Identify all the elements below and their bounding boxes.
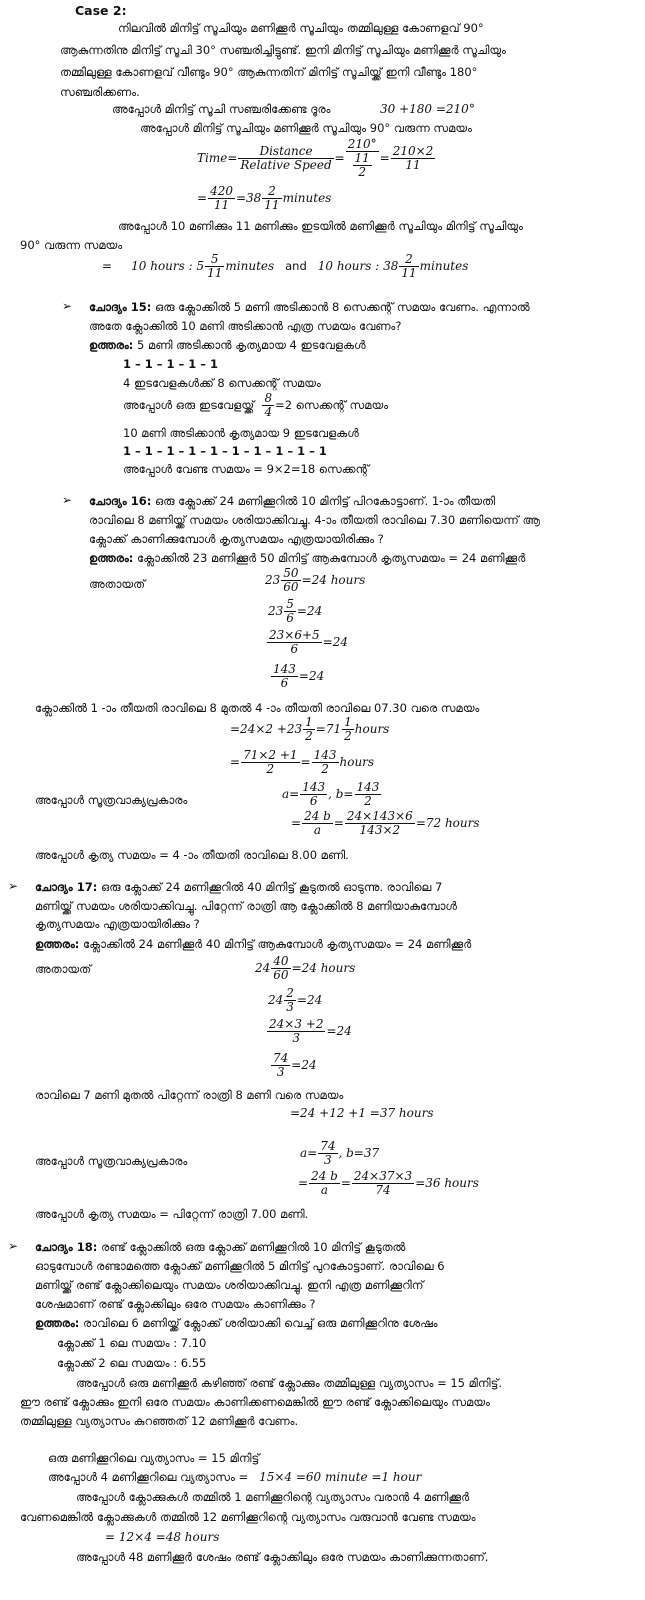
answer-line: ഈ രണ്ട് ക്ലോക്കും ഇനി ഒരേ സമയം കാണിക്കണമെങ്കിൽ ഈ രണ്ട് ക്ലോക്കിലെയും സമയം xyxy=(20,1395,490,1409)
equation: = 12×4 =48 hours xyxy=(105,1530,220,1544)
answer-times: = 10 hours : 5 $\frac{5}{11}$ minutes and 10 hours : 38 $\frac{2}{11}$ minutes xyxy=(102,252,469,280)
question-line: മണിയ്ക്ക് സമയം ശരിയാക്കിവച്ചു. പിറ്റേന്ന് രാത്രി ആ ക്ലോക്കിൽ 8 മണിയാകുമ്പോൾ xyxy=(35,899,457,913)
equation: = $\frac{71\times 2 +1}{2}$ = $\frac{143}{2}$ hours xyxy=(230,748,375,776)
time-result: = $\frac{420}{11}$ =38 $\frac{2}{11}$ minutes xyxy=(197,184,332,212)
answer-line: 10 മണി അടിക്കാൻ കൃത്യമായ 9 ഇടവേളകൾ xyxy=(123,426,359,440)
bullet-arrow-icon: ➢ xyxy=(62,299,73,313)
answer-line: 1 – 1 – 1 – 1 – 1 xyxy=(123,357,219,371)
question-line: അതേ ക്ലോക്കിൽ 10 മണി അടിക്കാൻ എത്ര സമയം വേണം? xyxy=(89,319,402,333)
bullet-arrow-icon: ➢ xyxy=(62,493,73,507)
equation: = $\frac{24 b}{a}$ = $\frac{24\times 143\times 6}{143\times 2}$ =72 hours xyxy=(291,809,480,837)
answer-line: അപ്പോൾ കൃത്യ സമയം = പിറ്റേന്ന് രാത്രി 7.00 മണി. xyxy=(35,1207,309,1221)
answer-line: ഉത്തരം: രാവിലെ 6 മണിയ്ക്ക് ക്ലോക്ക് ശരിയാക്കി വെച്ച് ഒരു മണിക്കൂറിനു ശേഷം xyxy=(35,1316,438,1330)
equation: a= $\frac{143}{6}$ , b= $\frac{143}{2}$ xyxy=(282,780,380,808)
paragraph-line: സഞ്ചരിക്കണം. xyxy=(60,85,140,99)
answer-line: തമ്മിലുള്ള വ്യത്യാസം കുറഞ്ഞത് 12 മണിക്കൂർ വേണം. xyxy=(20,1414,299,1428)
answer-line: ക്ലോക്ക് 1 ലെ സമയം : 7.10 xyxy=(57,1336,207,1350)
answer-line: 4 ഇടവേളകൾക്ക് 8 സെക്കന്റ് സമയം xyxy=(123,376,321,390)
equation: 23 $\frac{50}{60}$ =24 hours xyxy=(265,566,366,594)
question-line: ചോദ്യം 18: രണ്ട് ക്ലോക്കിൽ ഒരു ക്ലോക്ക് മണിക്കൂറിൽ 10 മിനിട്ട് കൂടുതൽ xyxy=(35,1240,406,1254)
equation: $\frac{74}{3}$ =24 xyxy=(273,1051,317,1079)
question-line: ഓടുമ്പോൾ രണ്ടാമത്തെ ക്ലോക്ക് മണിക്കൂറിൽ 5 മിനിട്ട് പുറകോട്ടാണ്. രാവിലെ 6 xyxy=(35,1259,445,1273)
answer-line: ക്ലോക്ക് 2 ലെ സമയം : 6.55 xyxy=(57,1356,207,1370)
answer-line: അപ്പോൾ സൂത്രവാക്യപ്രകാരം xyxy=(35,793,188,807)
paragraph-line: ആകുന്നതിനു മിനിട്ട് സൂചി 30° സഞ്ചരിച്ചിട്ടുണ്ട്. ഇനി മിനിട്ട് സൂചിയും മണിക്കൂർ സൂചിയും xyxy=(60,43,506,57)
time-formula: Time= $\frac{\text{Distance}}{\text{Relative Speed}}$ = $\frac{210^\circ}{\frac{11}{2}}$ = $\frac{210\times 2}{11}$ xyxy=(197,137,434,179)
answer-line: അപ്പോൾ 4 മണിക്കൂറിലെ വ്യത്യാസം = 15×4 =60 minute =1 hour xyxy=(48,1470,422,1484)
answer-line: അപ്പോൾ സൂത്രവാക്യപ്രകാരം xyxy=(35,1154,188,1168)
case-title: Case 2: xyxy=(75,3,127,18)
question-line: ക്ലോക്ക് കാണിക്കുമ്പോൾ കൃത്യസമയം എത്രയായിരിക്കും ? xyxy=(89,532,384,546)
question-line: ശേഷമാണ് രണ്ട് ക്ലോക്കിലും ഒരേ സമയം കാണിക്കും ? xyxy=(35,1297,316,1311)
bullet-arrow-icon: ➢ xyxy=(8,879,19,893)
answer-line: രാവിലെ 7 മണി മുതൽ പിറ്റേന്ന് രാത്രി 8 മണി വരെ സമയം xyxy=(35,1088,344,1102)
answer-line: അപ്പോൾ 48 മണിക്കൂർ ശേഷം രണ്ട് ക്ലോക്കിലും ഒരേ സമയം കാണിക്കുന്നതാണ്. xyxy=(76,1550,489,1564)
equation: =24 +12 +1 =37 hours xyxy=(290,1106,434,1120)
equation: $\frac{23\times 6+5}{6}$ =24 xyxy=(269,628,348,656)
answer-line: അപ്പോൾ വേണ്ട സമയം = 9×2=18 സെക്കന്റ് xyxy=(123,462,369,476)
answer-line: 1 – 1 – 1 – 1 – 1 – 1 – 1 – 1 – 1 – 1 xyxy=(123,444,327,458)
equation: =24×2 +23 $\frac{1}{2}$ =71 $\frac{1}{2}$ hours xyxy=(230,715,390,743)
paragraph-line: നിലവിൽ മിനിട്ട് സൂചിയും മണിക്കൂർ സൂചിയും തമ്മിലുള്ള കോണളവ് 90° xyxy=(118,21,484,35)
distance-label: അപ്പോൾ മിനിട്ട് സൂചി സഞ്ചരിക്കേണ്ട ദൂരം xyxy=(112,102,331,116)
answer-line: അപ്പോൾ ക്ലോക്കുകൾ തമ്മിൽ 1 മണിക്കൂറിന്റെ വ്യത്യാസം വരാൻ 4 മണിക്കൂർ xyxy=(76,1490,470,1504)
answer-line: അപ്പോൾ ഒരു മണിക്കൂർ കഴിഞ്ഞ് രണ്ട് ക്ലോക്കും തമ്മിലുള്ള വ്യത്യാസം = 15 മിനിട്ട്. xyxy=(76,1376,503,1390)
distance-value: 30 +180 =210° xyxy=(380,102,475,116)
paragraph-line: അപ്പോൾ 10 മണിക്കും 11 മണിക്കും ഇടയിൽ മണിക്കൂർ സൂചിയും മിനിട്ട് സൂചിയും xyxy=(118,219,523,233)
time-label: അപ്പോൾ മിനിട്ട് സൂചിയും മണിക്കൂർ സൂചിയും 90° വരുന്ന സമയം xyxy=(140,121,472,135)
answer-line: ഉത്തരം: 5 മണി അടിക്കാൻ കൃത്യമായ 4 ഇടവേളകൾ xyxy=(89,338,366,352)
question-line: രാവിലെ 8 മണിയ്ക്ക് സമയം ശരിയാക്കിവച്ചു. 4-ാം തീയതി രാവിലെ 7.30 മണിയെന്ന് ആ xyxy=(89,513,540,527)
answer-line: ക്ലോക്കിൽ 1 -ാം തീയതി രാവിലെ 8 മുതൽ 4 -ാം തീയതി രാവിലെ 07.30 വരെ സമയം xyxy=(35,701,480,715)
answer-line: അതായത് xyxy=(89,577,146,591)
answer-line: ഒരു മണിക്കൂറിലെ വ്യത്യാസം = 15 മിനിട്ട് xyxy=(48,1451,260,1465)
answer-line: അതായത് xyxy=(35,962,92,976)
equation: 24 $\frac{40}{60}$ =24 hours xyxy=(255,954,356,982)
question-line: കൃത്യസമയം എത്രയായിരിക്കും ? xyxy=(35,917,200,931)
equation: = $\frac{24 b}{a}$ = $\frac{24\times 37\times 3}{74}$ =36 hours xyxy=(298,1169,479,1197)
equation: $\frac{24\times 3 +2}{3}$ =24 xyxy=(269,1017,352,1045)
answer-line: ഉത്തരം: ക്ലോക്കിൽ 23 മണിക്കൂർ 50 മിനിട്ട് ആകുമ്പോൾ കൃത്യസമയം = 24 മണിക്കൂർ xyxy=(89,551,526,565)
equation: $\frac{143}{6}$ =24 xyxy=(273,662,325,690)
bullet-arrow-icon: ➢ xyxy=(8,1239,19,1253)
question-line: മണിയ്ക്ക് രണ്ട് ക്ലോക്കിലെയും സമയം ശരിയാക്കിവച്ചു. ഇനി എത്ര മണിക്കൂറിന് xyxy=(35,1278,424,1292)
question-line: ചോദ്യം 17: ഒരു ക്ലോക്ക് 24 മണിക്കൂറിൽ 40 മിനിട്ട് കൂടുതൽ ഓടുന്നു. രാവിലെ 7 xyxy=(35,880,443,894)
paragraph-line: 90° വരുന്ന സമയം xyxy=(20,238,123,252)
question-line: ചോദ്യം 15: ഒരു ക്ലോക്കിൽ 5 മണി അടിക്കാൻ 8 സെക്കന്റ് സമയം വേണം. എന്നാൽ xyxy=(89,300,530,314)
question-line: ചോദ്യം 16: ഒരു ക്ലോക്ക് 24 മണിക്കൂറിൽ 10 മിനിട്ട് പിറകോട്ടാണ്. 1-ാം തീയതി xyxy=(89,494,496,508)
answer-line: അപ്പോൾ കൃത്യ സമയം = 4 -ാം തീയതി രാവിലെ 8.00 മണി. xyxy=(35,848,349,862)
equation: 23 $\frac{5}{6}$ =24 xyxy=(268,597,323,625)
answer-line: അപ്പോൾ ഒരു ഇടവേളയ്ക്ക് $\frac{8}{4}$ =2 സെക്കന്റ് സമയം xyxy=(123,391,389,419)
equation: 24 $\frac{2}{3}$ =24 xyxy=(268,986,323,1014)
answer-line: ഉത്തരം: ക്ലോക്കിൽ 24 മണിക്കൂർ 40 മിനിട്ട് ആകുമ്പോൾ കൃത്യസമയം = 24 മണിക്കൂർ xyxy=(35,937,472,951)
equation: a= $\frac{74}{3}$ , b=37 xyxy=(300,1139,380,1167)
answer-line: വേണമെങ്കിൽ ക്ലോക്കുകൾ തമ്മിൽ 12 മണിക്കൂറിന്റെ വ്യത്യാസം വരുവാൻ വേണ്ട സമയം xyxy=(20,1510,476,1524)
paragraph-line: തമ്മിലുള്ള കോണളവ് വീണ്ടും 90° ആകുന്നതിന് മിനിട്ട് സൂചിയ്ക്ക് ഇനി വീണ്ടും 180° xyxy=(60,65,478,79)
